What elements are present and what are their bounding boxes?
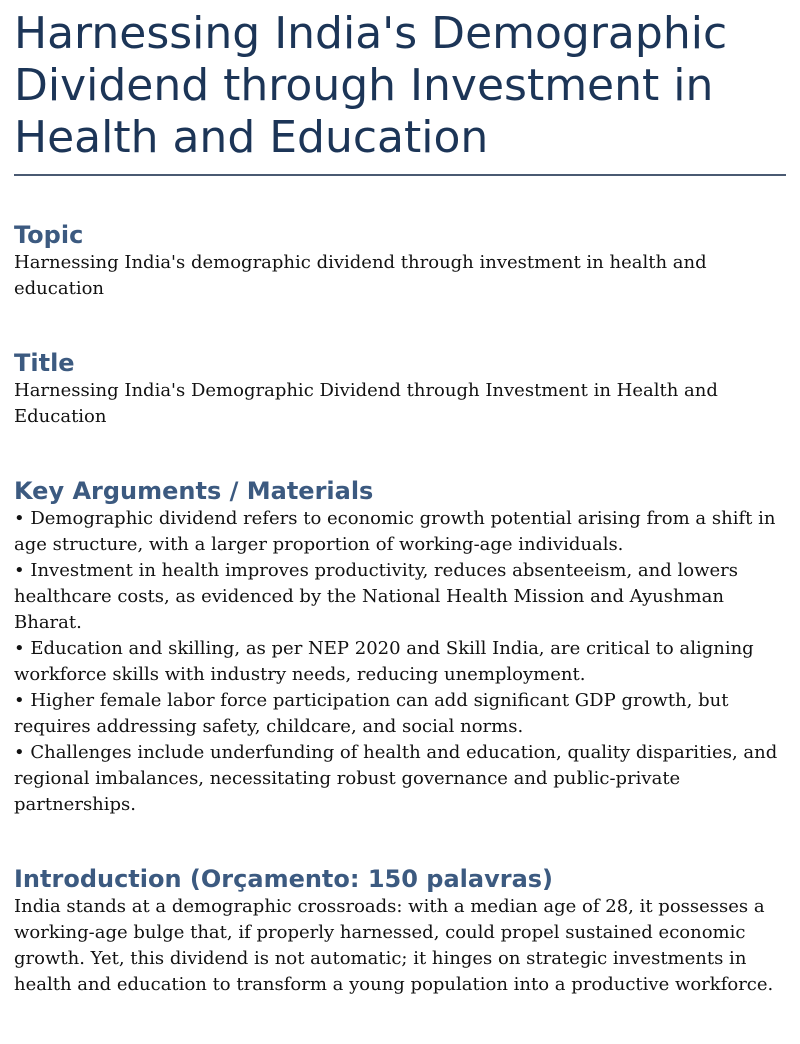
section-title xyxy=(14,348,786,430)
list-item: • Demographic dividend refers to economic growth potential arising from a shift in age structure, with a larger proportion of working-age individuals. xyxy=(14,508,776,555)
section-topic xyxy=(14,220,786,302)
list-item: • Investment in health improves productivity, reduces absenteeism, and lowers healthcare costs, as evidenced by the National Health Mission and Ayushman Bharat. xyxy=(14,560,738,633)
section-heading-introduction: Introduction (Orçamento: 150 palavras) xyxy=(14,865,554,893)
list-item: • Higher female labor force participation can add significant GDP growth, but requires addressing safety, childcare, and social norms. xyxy=(14,690,729,737)
section-heading-key-arguments: Key Arguments / Materials xyxy=(14,477,374,505)
list-item: • Education and skilling, as per NEP 2020 and Skill India, are critical to aligning workforce skills with industry needs, reducing unemployment. xyxy=(14,638,754,685)
title-divider xyxy=(14,174,786,176)
section-heading-topic: Topic xyxy=(14,221,84,249)
section-body-introduction: India stands at a demographic crossroads: with a median age of 28, it possesses a working-age bulge that, if properly harnessed, could propel sustained economic growth. Yet, this dividend is not automatic; it hinges on strategic investments in health and education to transform a young population into a productive workforce. xyxy=(14,896,774,995)
section-heading-title: Title xyxy=(14,349,75,377)
document-title: Harnessing India's Demographic Dividend through Investment in Health and Education xyxy=(14,8,728,163)
key-arguments-list xyxy=(14,506,786,818)
section-body-title: Harnessing India's Demographic Dividend through Investment in Health and Education xyxy=(14,380,718,427)
list-item: • Challenges include underfunding of health and education, quality disparities, and regional imbalances, necessitating robust governance and public-private partnerships. xyxy=(14,742,778,815)
document-page xyxy=(14,0,786,998)
section-introduction xyxy=(14,864,786,998)
section-body-topic: Harnessing India's demographic dividend through investment in health and education xyxy=(14,252,707,299)
section-key-arguments xyxy=(14,476,786,818)
